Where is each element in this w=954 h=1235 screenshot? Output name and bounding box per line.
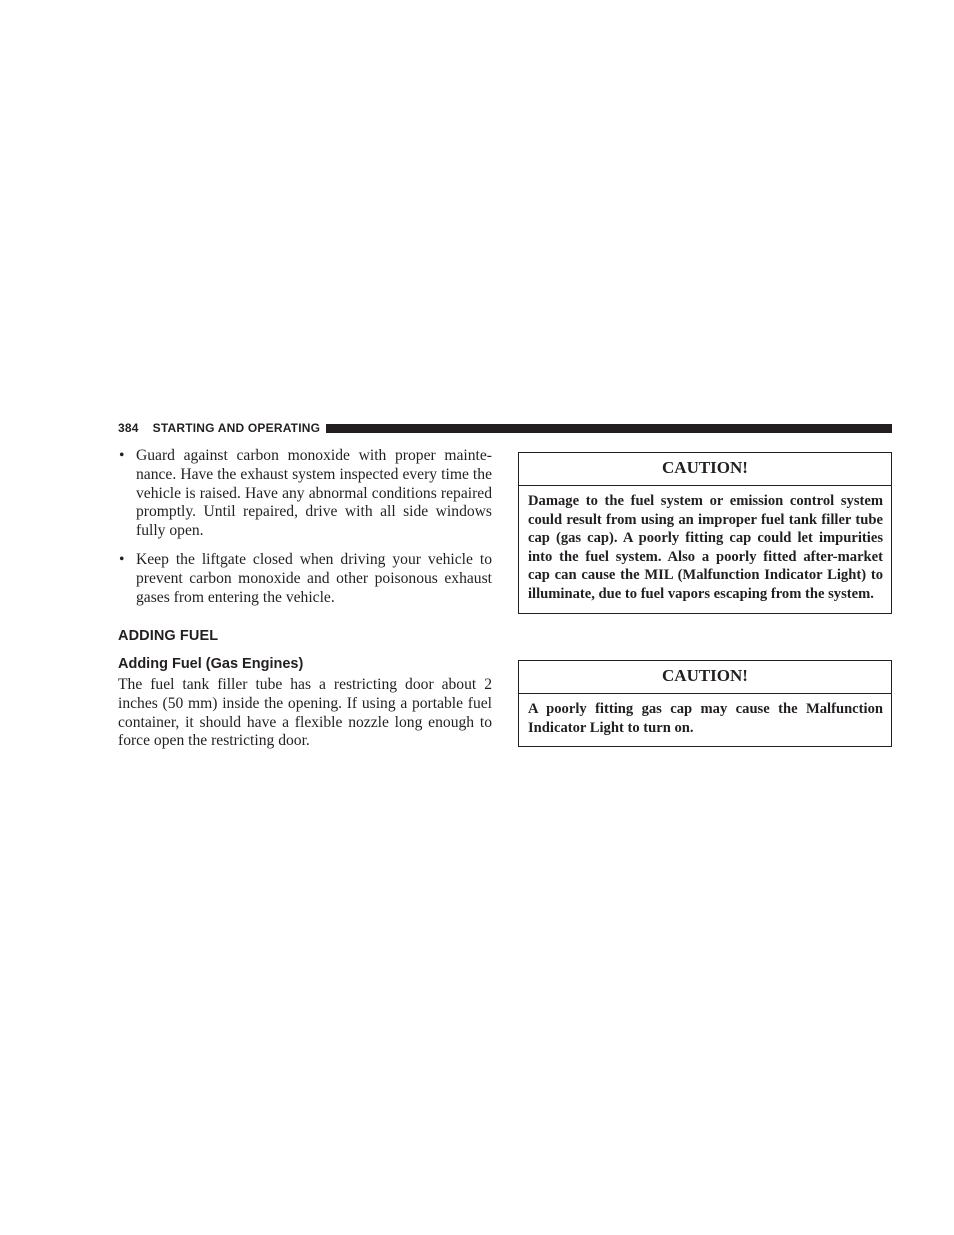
left-column [118, 447, 492, 751]
caution-box [518, 452, 892, 614]
caution-box [518, 660, 892, 747]
section-title: STARTING AND OPERATING [152, 421, 321, 435]
body-paragraph: The fuel tank filler tube has a restricting door about 2 inches (50 mm) inside the opening. If using a portable fuel container, it should have a flexible nozzle long enough to force open the restricting door. [118, 675, 492, 750]
bullet-item [118, 447, 492, 541]
page-number: 384 [118, 421, 139, 435]
bullet-text: Guard against carbon monoxide with proper maintenance. Have the exhaust system inspected every time the vehicle is raised. Have any abnormal conditions repaired promptly. Until repaired, drive with all side windows fully open. [136, 447, 492, 540]
section-heading: ADDING FUEL [118, 628, 219, 645]
bullet-text: Keep the liftgate closed when driving your vehicle to prevent carbon monoxide and other poisonous exhaust gases from entering the vehicle. [136, 550, 492, 606]
caution-text: Damage to the fuel system or emission control system could result from using an improper fuel tank filler tube cap (gas cap). A poorly fitting cap could let impurities into the fuel system. Also a poorly fitted after-market cap can cause the MIL (Malfunction Indicator Light) to illuminate, due to fuel vapors escaping from the system. [528, 493, 883, 602]
caution-text: A poorly fitting gas cap may cause the Malfunction Indicator Light to turn on. [528, 701, 883, 736]
bullet-icon: • [119, 550, 125, 568]
page-header [118, 420, 892, 436]
caution-title: CAUTION! [519, 453, 891, 486]
bullet-icon: • [119, 447, 125, 464]
header-rule [326, 424, 892, 433]
bullet-item [118, 551, 492, 607]
subsection-heading: Adding Fuel (Gas Engines) [118, 656, 304, 673]
caution-title: CAUTION! [519, 661, 891, 694]
